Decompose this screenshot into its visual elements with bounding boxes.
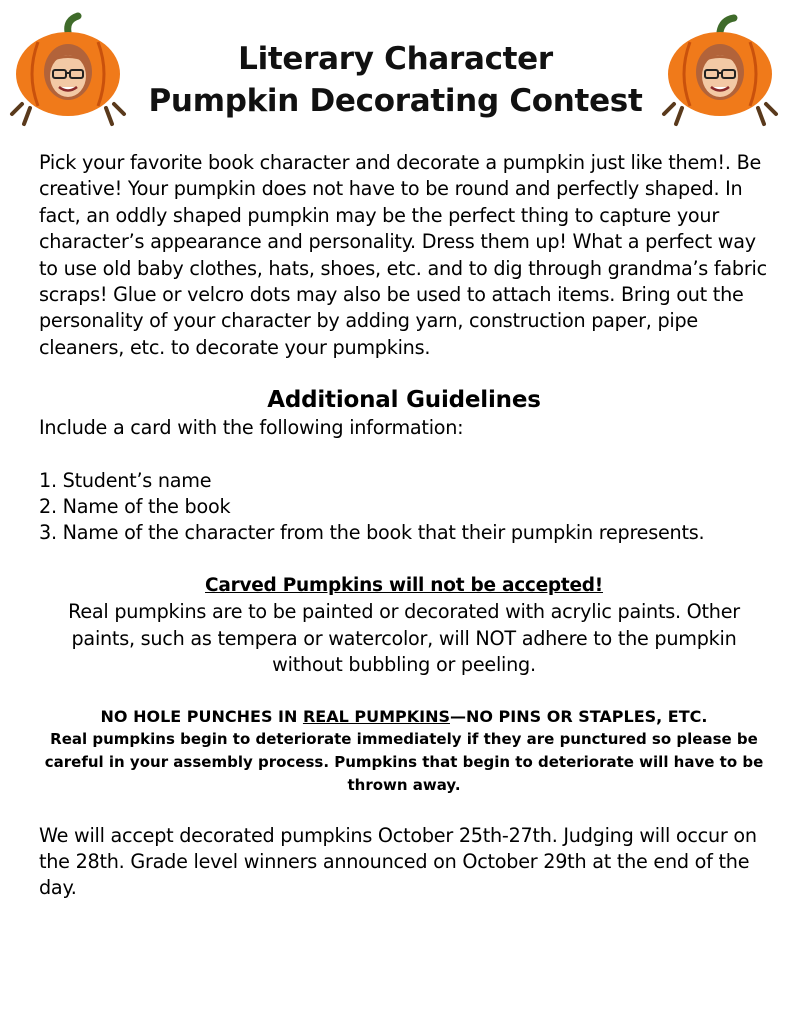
guidelines-heading: Additional Guidelines [267, 387, 541, 414]
header [0, 0, 791, 140]
title-line-1: Literary Character [238, 41, 553, 77]
document-body [39, 150, 769, 902]
carved-heading: Carved Pumpkins will not be accepted! [205, 574, 603, 596]
guidelines-list [39, 468, 769, 547]
warning-block [39, 705, 769, 797]
list-item: 3. Name of the character from the book that their pumpkin represents. [39, 521, 705, 545]
title-line-2: Pumpkin Decorating Contest [148, 83, 643, 119]
guidelines-lead: Include a card with the following information: [39, 416, 464, 440]
closing-paragraph: We will accept decorated pumpkins October 25th-27th. Judging will occur on the 28th. Grade level winners announced on October 29th at the end of the day. [39, 823, 757, 900]
list-item: 2. Name of the book [39, 495, 231, 519]
page-title [120, 38, 671, 122]
warning-text: Real pumpkins begin to deteriorate immediately if they are punctured so please be careful in your assembly process. Pumpkins that begin to deteriorate will have to be thrown away. [44, 729, 764, 794]
warning-part-1: NO HOLE PUNCHES IN [100, 706, 303, 726]
pumpkin-avatar-icon [8, 12, 128, 132]
warning-part-2: REAL PUMPKINS [302, 706, 450, 726]
intro-paragraph: Pick your favorite book character and decorate a pumpkin just like them!. Be creative! Your pumpkin does not have to be round and perfectly shaped. In fact, an oddly shaped pumpkin may be the perfect thing to capture your character’s appearance and personality. Dress them up! What a perfect way to use old baby clothes, hats, shoes, etc. and to dig through grandma’s fabric scraps! Glue or velcro dots may also be used to attach items. Bring out the personality of your character by adding yarn, construction paper, pipe cleaners, etc. to decorate your pumpkins. [39, 151, 767, 359]
list-item: 1. Student’s name [39, 468, 212, 492]
pumpkin-avatar-icon [660, 12, 780, 132]
carved-paragraph: Real pumpkins are to be painted or decorated with acrylic paints. Other paints, such as tempera or watercolor, will NOT adhere to the pumpkin without bubbling or peeling. [68, 600, 740, 677]
warning-heading [39, 705, 769, 728]
warning-part-3: —NO PINS OR STAPLES, ETC. [449, 706, 708, 726]
